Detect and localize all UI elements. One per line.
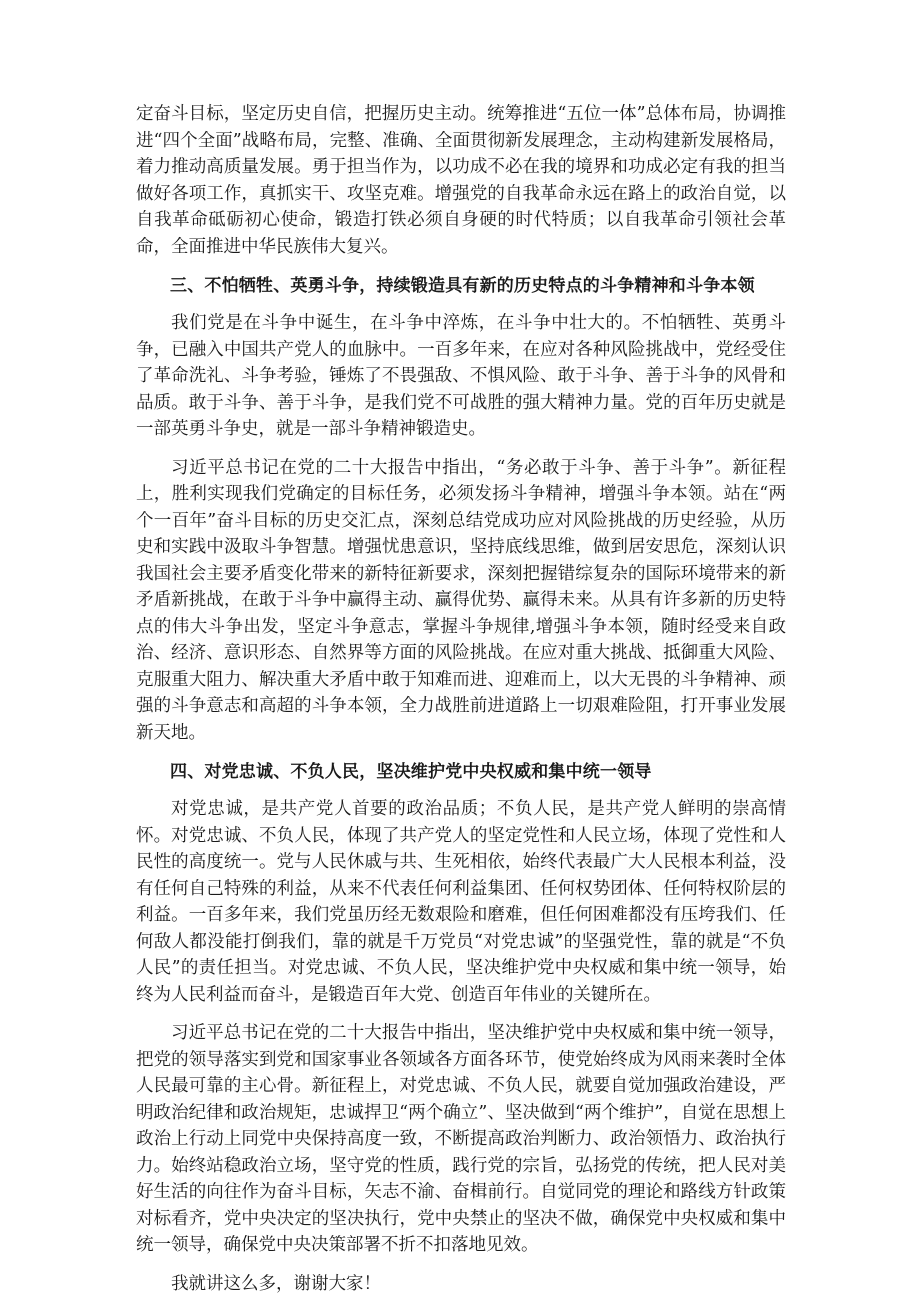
paragraph-continuation: 定奋斗目标，坚定历史自信，把握历史主动。统筹推进“五位一体”总体布局，协调推进“四个全面”战略布局，完整、准确、全面贯彻新发展理念，主动构建新发展格局，着力推动高质量发展。勇于担当作为，以功成不必在我的境界和功成必定有我的担当做好各项工作，真抓实干、攻坚克难。增强党的自我革命永远在路上的政治自觉，以自我革命砥砺初心使命，锻造打铁必须自身硬的时代特质；以自我革命引领社会革命，全面推进中华民族伟大复兴。 xyxy=(136,104,786,257)
paragraph: 习近平总书记在党的二十大报告中指出，“务必敢于斗争、善于斗争”。新征程上，胜利实现我们党确定的目标任务，必须发扬斗争精神，增强斗争本领。站在“两个一百年”奋斗目标的历史交汇点，深刻总结党成功应对风险挑战的历史经验，从历史和实践中汲取斗争智慧。增强忧患意识，坚持底线思维，做到居安思危，深刻认识我国社会主要矛盾变化带来的新特征新要求，深刻把握错综复杂的国际环境带来的新矛盾新挑战，在敢于斗争中赢得主动、赢得优势、赢得未来。从具有许多新的历史特点的伟大斗争出发，坚定斗争意志，掌握斗争规律,增强斗争本领，随时经受来自政治、经济、意识形态、自然界等方面的风险挑战。在应对重大挑战、抵御重大风险、克服重大阻力、解决重大矛盾中敢于知难而进、迎难而上，以大无畏的斗争精神、顽强的斗争意志和高超的斗争本领，全力战胜前进道路上一切艰难险阻，打开事业发展新天地。 xyxy=(136,457,786,743)
section-heading-4: 四、对党忠诚、不负人民，坚决维护党中央权威和集中统一领导 xyxy=(170,762,652,782)
section-heading-3: 三、不怕牺牲、英勇斗争，持续锻造具有新的历史特点的斗争精神和斗争本领 xyxy=(170,276,755,296)
closing-remark: 我就讲这么多，谢谢大家！ xyxy=(171,1273,381,1294)
document-page xyxy=(136,101,786,1309)
paragraph: 对党忠诚，是共产党人首要的政治品质；不负人民，是共产党人鲜明的崇高情怀。对党忠诚、不负人民，体现了共产党人的坚定党性和人民立场，体现了党性和人民性的高度统一。党与人民休戚与共、生死相依，始终代表最广大人民根本利益，没有任何自己特殊的利益，从来不代表任何利益集团、任何权势团体、任何特权阶层的利益。一百多年来，我们党虽历经无数艰险和磨难，但任何困难都没有压垮我们、任何敌人都没能打倒我们，靠的就是千万党员“对党忠诚”的坚强党性，靠的就是“不负人民”的责任担当。对党忠诚、不负人民，坚决维护党中央权威和集中统一领导，始终为人民利益而奋斗，是锻造百年大党、创造百年伟业的关键所在。 xyxy=(136,799,786,1005)
paragraph: 习近平总书记在党的二十大报告中指出，坚决维护党中央权威和集中统一领导，把党的领导落实到党和国家事业各领域各方面各环节，使党始终成为风雨来袭时全体人民最可靠的主心骨。新征程上，对党忠诚、不负人民，就要自觉加强政治建设，严明政治纪律和政治规矩，忠诚捍卫“两个确立”、坚决做到“两个维护”，自觉在思想上政治上行动上同党中央保持高度一致，不断提高政治判断力、政治领悟力、政治执行力。始终站稳政治立场，坚守党的性质，践行党的宗旨，弘扬党的传统，把人民对美好生活的向往作为奋斗目标，矢志不渝、奋楫前行。自觉同党的理论和路线方针政策对标看齐，党中央决定的坚决执行，党中央禁止的坚决不做，确保党中央权威和集中统一领导，确保党中央决策部署不折不扣落地见效。 xyxy=(136,1023,786,1255)
paragraph: 我们党是在斗争中诞生，在斗争中淬炼，在斗争中壮大的。不怕牺牲、英勇斗争，已融入中国共产党人的血脉中。一百多年来，在应对各种风险挑战中，党经受住了革命洗礼、斗争考验，锤炼了不畏强敌、不惧风险、敢于斗争、善于斗争的风骨和品质。敢于斗争、善于斗争，是我们党不可战胜的强大精神力量。党的百年历史就是一部英勇斗争史，就是一部斗争精神锻造史。 xyxy=(136,313,786,439)
